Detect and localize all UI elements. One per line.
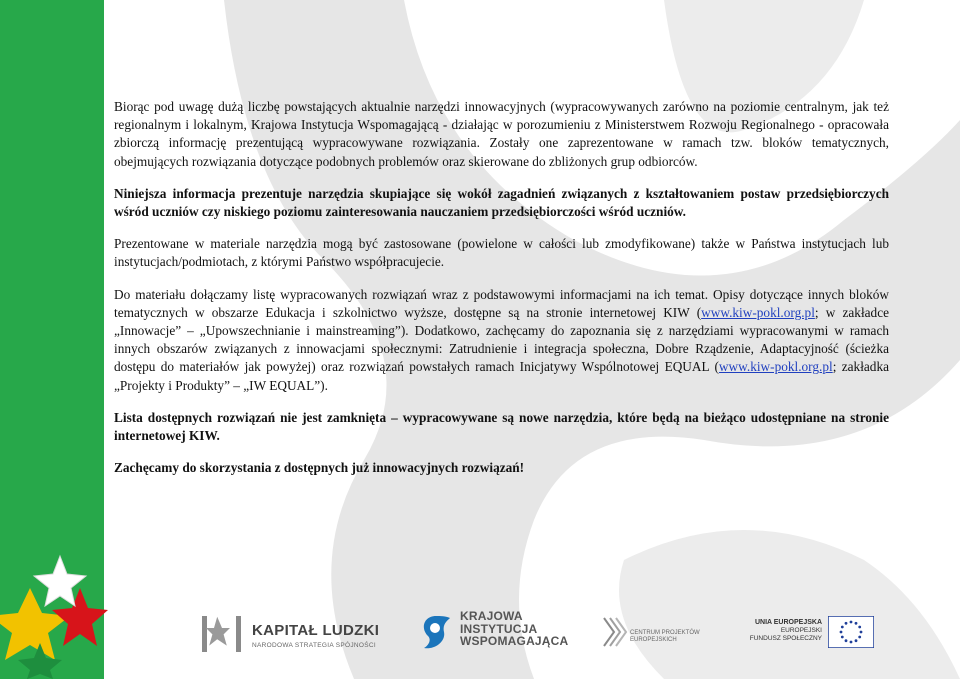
kiw-website-link-1[interactable]: www.kiw-pokl.org.pl: [701, 304, 815, 320]
kiw-line-2: INSTYTUCJA: [460, 621, 538, 636]
paragraph-attachment-part2: ; w zakładce „Innowacje” – „Upowszechnianie i mainstreaming”). Dodatkowo, zachęcamy do zapoznania się z narzędziami wypracowanymi w ramach innych obszarów związanych z innowacjami społecznymi: Zatrudnienie i integracja społeczna, Dobre Rządzenie, Adaptacyjność (ścieżka dostępu do materiałów jak powyżej) oraz rozwiązań powstałych ramach Inicjatywy Wspólnotowej EQUAL (: [114, 304, 889, 375]
paragraph-attachment-part1: Do materiału dołączamy listę wypracowanych rozwiązań wraz z podstawowymi informacjami na ich temat. Opisy dotyczące innych bloków tematycznych w obszarze Edukacja i szkolnictwo wyższe, dostępne są na stronie internetowej KIW (: [114, 286, 889, 320]
kapital-ludzki-logo: [200, 610, 390, 660]
paragraph-usage: Prezentowane w materiale narzędzia mogą być zastosowane (powielone w całości lub zmodyfikowane) także w Państwa instytucjach lub instytucjach/podmiotach, z którymi Państwo współpracujecie.: [114, 236, 889, 270]
kapital-ludzki-title: KAPITAŁ LUDZKI: [252, 622, 380, 639]
paragraph-attachment: [114, 286, 889, 395]
decorative-stars-icon: [0, 548, 110, 679]
kiw-emblem-icon: [418, 612, 454, 652]
cpe-name: [630, 630, 700, 644]
cpe-line-2: EUROPEJSKICH: [630, 637, 677, 643]
cpe-logo: [600, 614, 710, 654]
paragraph-closing: Zachęcamy do skorzystania z dostępnych już innowacyjnych rozwiązań!: [114, 460, 525, 476]
eu-line-1: UNIA EUROPEJSKA: [754, 619, 822, 626]
kapital-ludzki-emblem-icon: [200, 610, 244, 660]
eu-line-2: EUROPEJSKI: [780, 627, 822, 634]
kiw-name: [460, 610, 568, 648]
star-green-icon: [18, 643, 62, 679]
paragraph-scope: Niniejsza informacja prezentuje narzędzia skupiające się wokół zagadnień związanych z kształtowaniem postaw przedsiębiorczych wśród uczniów czy niskiego poziomu zainteresowania nauczaniem przedsiębiorczości wśród uczniów.: [114, 185, 889, 220]
footer-logos: [200, 600, 880, 670]
paragraph-list-note: Lista dostępnych rozwiązań nie jest zamknięta – wypracowywane są nowe narzędzia, które będą na bieżąco udostępniane na stronie internetowej KIW.: [114, 409, 889, 444]
paragraph-intro: Biorąc pod uwagę dużą liczbę powstających aktualnie narzędzi innowacyjnych (wypracowywanych zarówno na poziomie centralnym, jak też regionalnym i lokalnym, Krajowa Instytucja Wspomagającą - działając w porozumieniu z Ministerstwem Rozwoju Regionalnego - opracowała zbiorczą informację prezentującą wypracowywane rozwiązania. Zostały one zaprezentowane w ramach tzw. bloków tematycznych, obejmujących rozwiązania dotyczące podobnych problemów oraz skierowane do zbliżonych grup odbiorców.: [114, 99, 889, 169]
eu-flag-icon: [828, 616, 874, 648]
kapital-ludzki-subtitle: NARODOWA STRATEGIA SPÓJNOŚCI: [252, 642, 376, 649]
cpe-line-1: CENTRUM PROJEKTÓW: [630, 630, 700, 636]
eu-line-3: FUNDUSZ SPOŁECZNY: [749, 635, 822, 642]
star-yellow-icon: [0, 588, 70, 660]
eu-name: [730, 619, 822, 643]
cpe-emblem-icon: [600, 614, 628, 650]
kiw-logo: [418, 606, 578, 662]
eu-esf-logo: [730, 616, 880, 656]
paragraph-attachment-part3: ; zakładka „Projekty i Produkty” – „IW EQUAL”).: [114, 359, 889, 393]
document-body: [114, 98, 889, 491]
kiw-website-link-2[interactable]: www.kiw-pokl.org.pl: [718, 359, 833, 375]
kiw-line-3: WSPOMAGAJĄCA: [460, 634, 569, 648]
kiw-line-1: KRAJOWA: [460, 609, 523, 623]
